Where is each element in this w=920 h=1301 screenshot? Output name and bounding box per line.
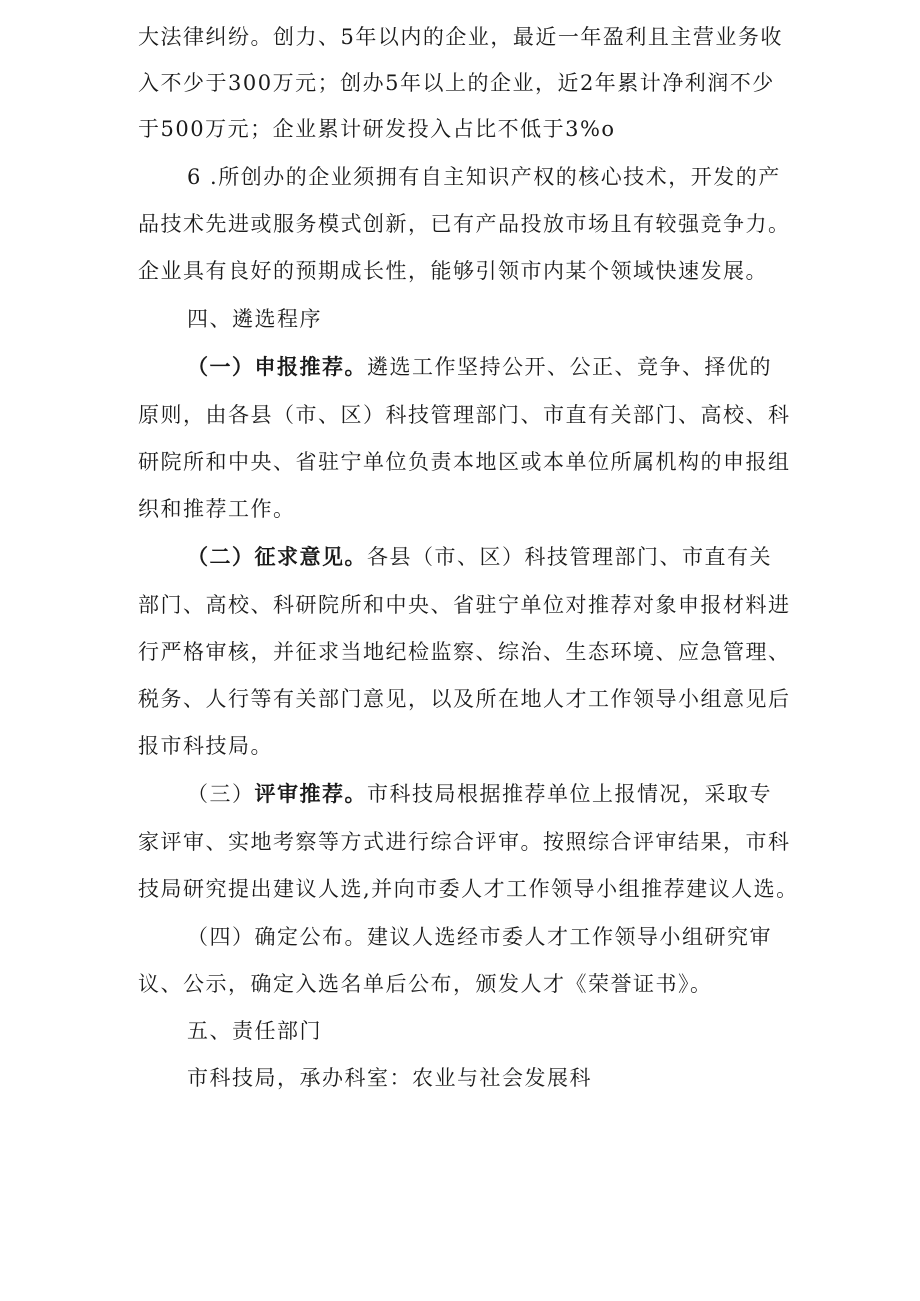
section-heading: 五、责任部门: [187, 1019, 322, 1043]
paragraph-line: 家评审、实地考察等方式进行综合评审。按照综合评审结果，市科: [138, 830, 791, 854]
bold-heading: （二）征求意见。: [187, 544, 367, 569]
paragraph-line: [187, 352, 772, 382]
paragraph-line: [187, 779, 772, 809]
paragraph-line: 市科技局，承办科室：农业与社会发展科: [187, 1066, 592, 1090]
paragraph-line: 研院所和中央、省驻宁单位负责本地区或本单位所属机构的申报组: [138, 450, 791, 474]
paragraph-line: 税务、人行等有关部门意见，以及所在地人才工作领导小组意见后: [138, 687, 791, 711]
paragraph-line: 品技术先进或服务模式创新，已有产品投放市场且有较强竞争力。: [138, 212, 791, 236]
paragraph-line: 报市科技局。: [138, 734, 273, 758]
paragraph-line: （四）确定公布。建议人选经市委人才工作领导小组研究审: [187, 925, 772, 949]
paragraph-text: （三）: [187, 782, 255, 806]
section-heading: 四、遴选程序: [187, 307, 322, 331]
bold-heading: 评审推荐。: [254, 781, 367, 806]
paragraph-text: 各县（市、区）科技管理部门、市直有关: [367, 545, 772, 569]
bold-heading: （一）申报推荐。: [187, 354, 367, 379]
paragraph-line: 大法律纠纷。创力、5年以内的企业，最近一年盈利且主营业务收: [138, 25, 783, 49]
paragraph-line: 6 .所创办的企业须拥有自主知识产权的核心技术，开发的产: [187, 165, 781, 189]
paragraph-line: 于500万元；企业累计研发投入占比不低于3%o: [138, 117, 616, 141]
paragraph-line: 行严格审核，并征求当地纪检监察、综治、生态环境、应急管理、: [138, 640, 791, 664]
paragraph-text: 遴选工作坚持公开、公正、竞争、择优的: [367, 355, 772, 379]
paragraph-line: 部门、高校、科研院所和中央、省驻宁单位对推荐对象申报材料进: [138, 593, 791, 617]
paragraph-line: 原则，由各县（市、区）科技管理部门、市直有关部门、高校、科: [138, 403, 791, 427]
paragraph-line: 企业具有良好的预期成长性，能够引领市内某个领域快速发展。: [138, 259, 768, 283]
paragraph-line: 议、公示，确定入选名单后公布，颁发人才《荣誉证书》。: [138, 972, 713, 996]
paragraph-line: [187, 542, 772, 572]
paragraph-line: 入不少于300万元；创办5年以上的企业，近2年累计净利润不少: [138, 71, 775, 95]
paragraph-line: 技局研究提出建议人选,并向市委人才工作领导小组推荐建议人选。: [138, 877, 799, 901]
paragraph-line: 织和推荐工作。: [138, 497, 296, 521]
paragraph-text: 市科技局根据推荐单位上报情况，采取专: [367, 782, 772, 806]
